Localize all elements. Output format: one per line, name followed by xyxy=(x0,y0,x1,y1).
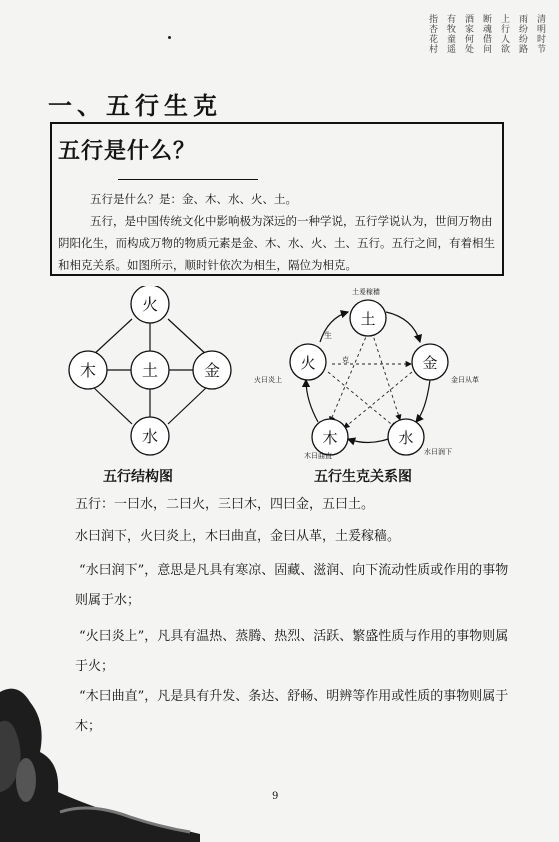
poem-column: 断魂借问 xyxy=(481,14,491,54)
chapter-title: 一、五行生克 xyxy=(48,91,222,120)
header-poem xyxy=(427,14,545,54)
ke-arrows xyxy=(328,332,412,428)
box-paragraph: 五行是什么？是：金、木、水、火、土。 xyxy=(90,192,297,206)
definition-box xyxy=(50,122,504,276)
box-paragraph: 五行，是中国传统文化中影响极为深远的一种学说，五行学说认为，世间万物由阴阳化生，而构成万物的物质元素是金、木、水、火、土、五行。五行之间，有着相生和相克关系。如图所示，顺时针依次为相生，隔位为相克。 xyxy=(58,214,495,272)
body-paragraph: “火曰炎上”，凡具有温热、蒸腾、热烈、活跃、繁盛性质与作用的事物则属于火； xyxy=(75,629,509,674)
body-paragraph: 水曰润下，火曰炎上，木曰曲直，金曰从革，土爰稼穑。 xyxy=(75,529,401,544)
wood-saying: 木曰曲直 xyxy=(304,452,332,460)
wood-label: 木 xyxy=(322,429,338,447)
ink-wash-decoration xyxy=(0,662,200,842)
structure-caption: 五行结构图 xyxy=(103,469,173,485)
earth-saying: 土爰稼穑 xyxy=(352,288,380,296)
metal-saying: 金曰从革 xyxy=(451,376,479,384)
wood-label: 木 xyxy=(79,361,97,380)
poem-column: 指杏花村 xyxy=(427,14,437,54)
earth-label: 土 xyxy=(360,310,376,328)
body-paragraph: “水曰润下”，意思是凡具有寒凉、固藏、滋润、向下流动性质或作用的事物则属于水； xyxy=(75,563,509,608)
cycle-diagram xyxy=(248,282,508,462)
water-label: 水 xyxy=(141,427,159,446)
box-title: 五行是什么？ xyxy=(58,138,197,164)
sheng-label: 生 xyxy=(324,331,332,340)
metal-label: 金 xyxy=(203,361,221,380)
metal-label: 金 xyxy=(422,354,438,372)
poem-column: 清明时节 xyxy=(535,14,545,54)
title-rule xyxy=(118,179,258,180)
ke-label: 克 xyxy=(342,356,349,364)
fire-label: 火 xyxy=(300,354,316,372)
poem-column: 酒家何处 xyxy=(463,14,473,54)
fire-saying: 火曰炎上 xyxy=(254,376,282,384)
page-number: 9 xyxy=(272,791,279,802)
water-label: 水 xyxy=(398,429,414,447)
ink-dot xyxy=(168,36,171,39)
fire-label: 火 xyxy=(141,295,159,314)
water-saying: 水曰润下 xyxy=(424,448,452,456)
poem-column: 雨纷纷路 xyxy=(517,14,527,54)
earth-label: 土 xyxy=(141,361,159,380)
cycle-caption: 五行生克关系图 xyxy=(314,469,412,485)
structure-diagram xyxy=(64,286,236,458)
poem-column: 有牧童遥 xyxy=(445,14,455,54)
poem-column: 上行人欲 xyxy=(499,14,509,54)
body-paragraph: “木曰曲直”，凡是具有升发、条达、舒畅、明辨等作用或性质的事物则属于木； xyxy=(75,689,509,734)
body-paragraph: 五行：一曰水，二曰火，三曰木，四曰金，五曰土。 xyxy=(75,497,375,512)
